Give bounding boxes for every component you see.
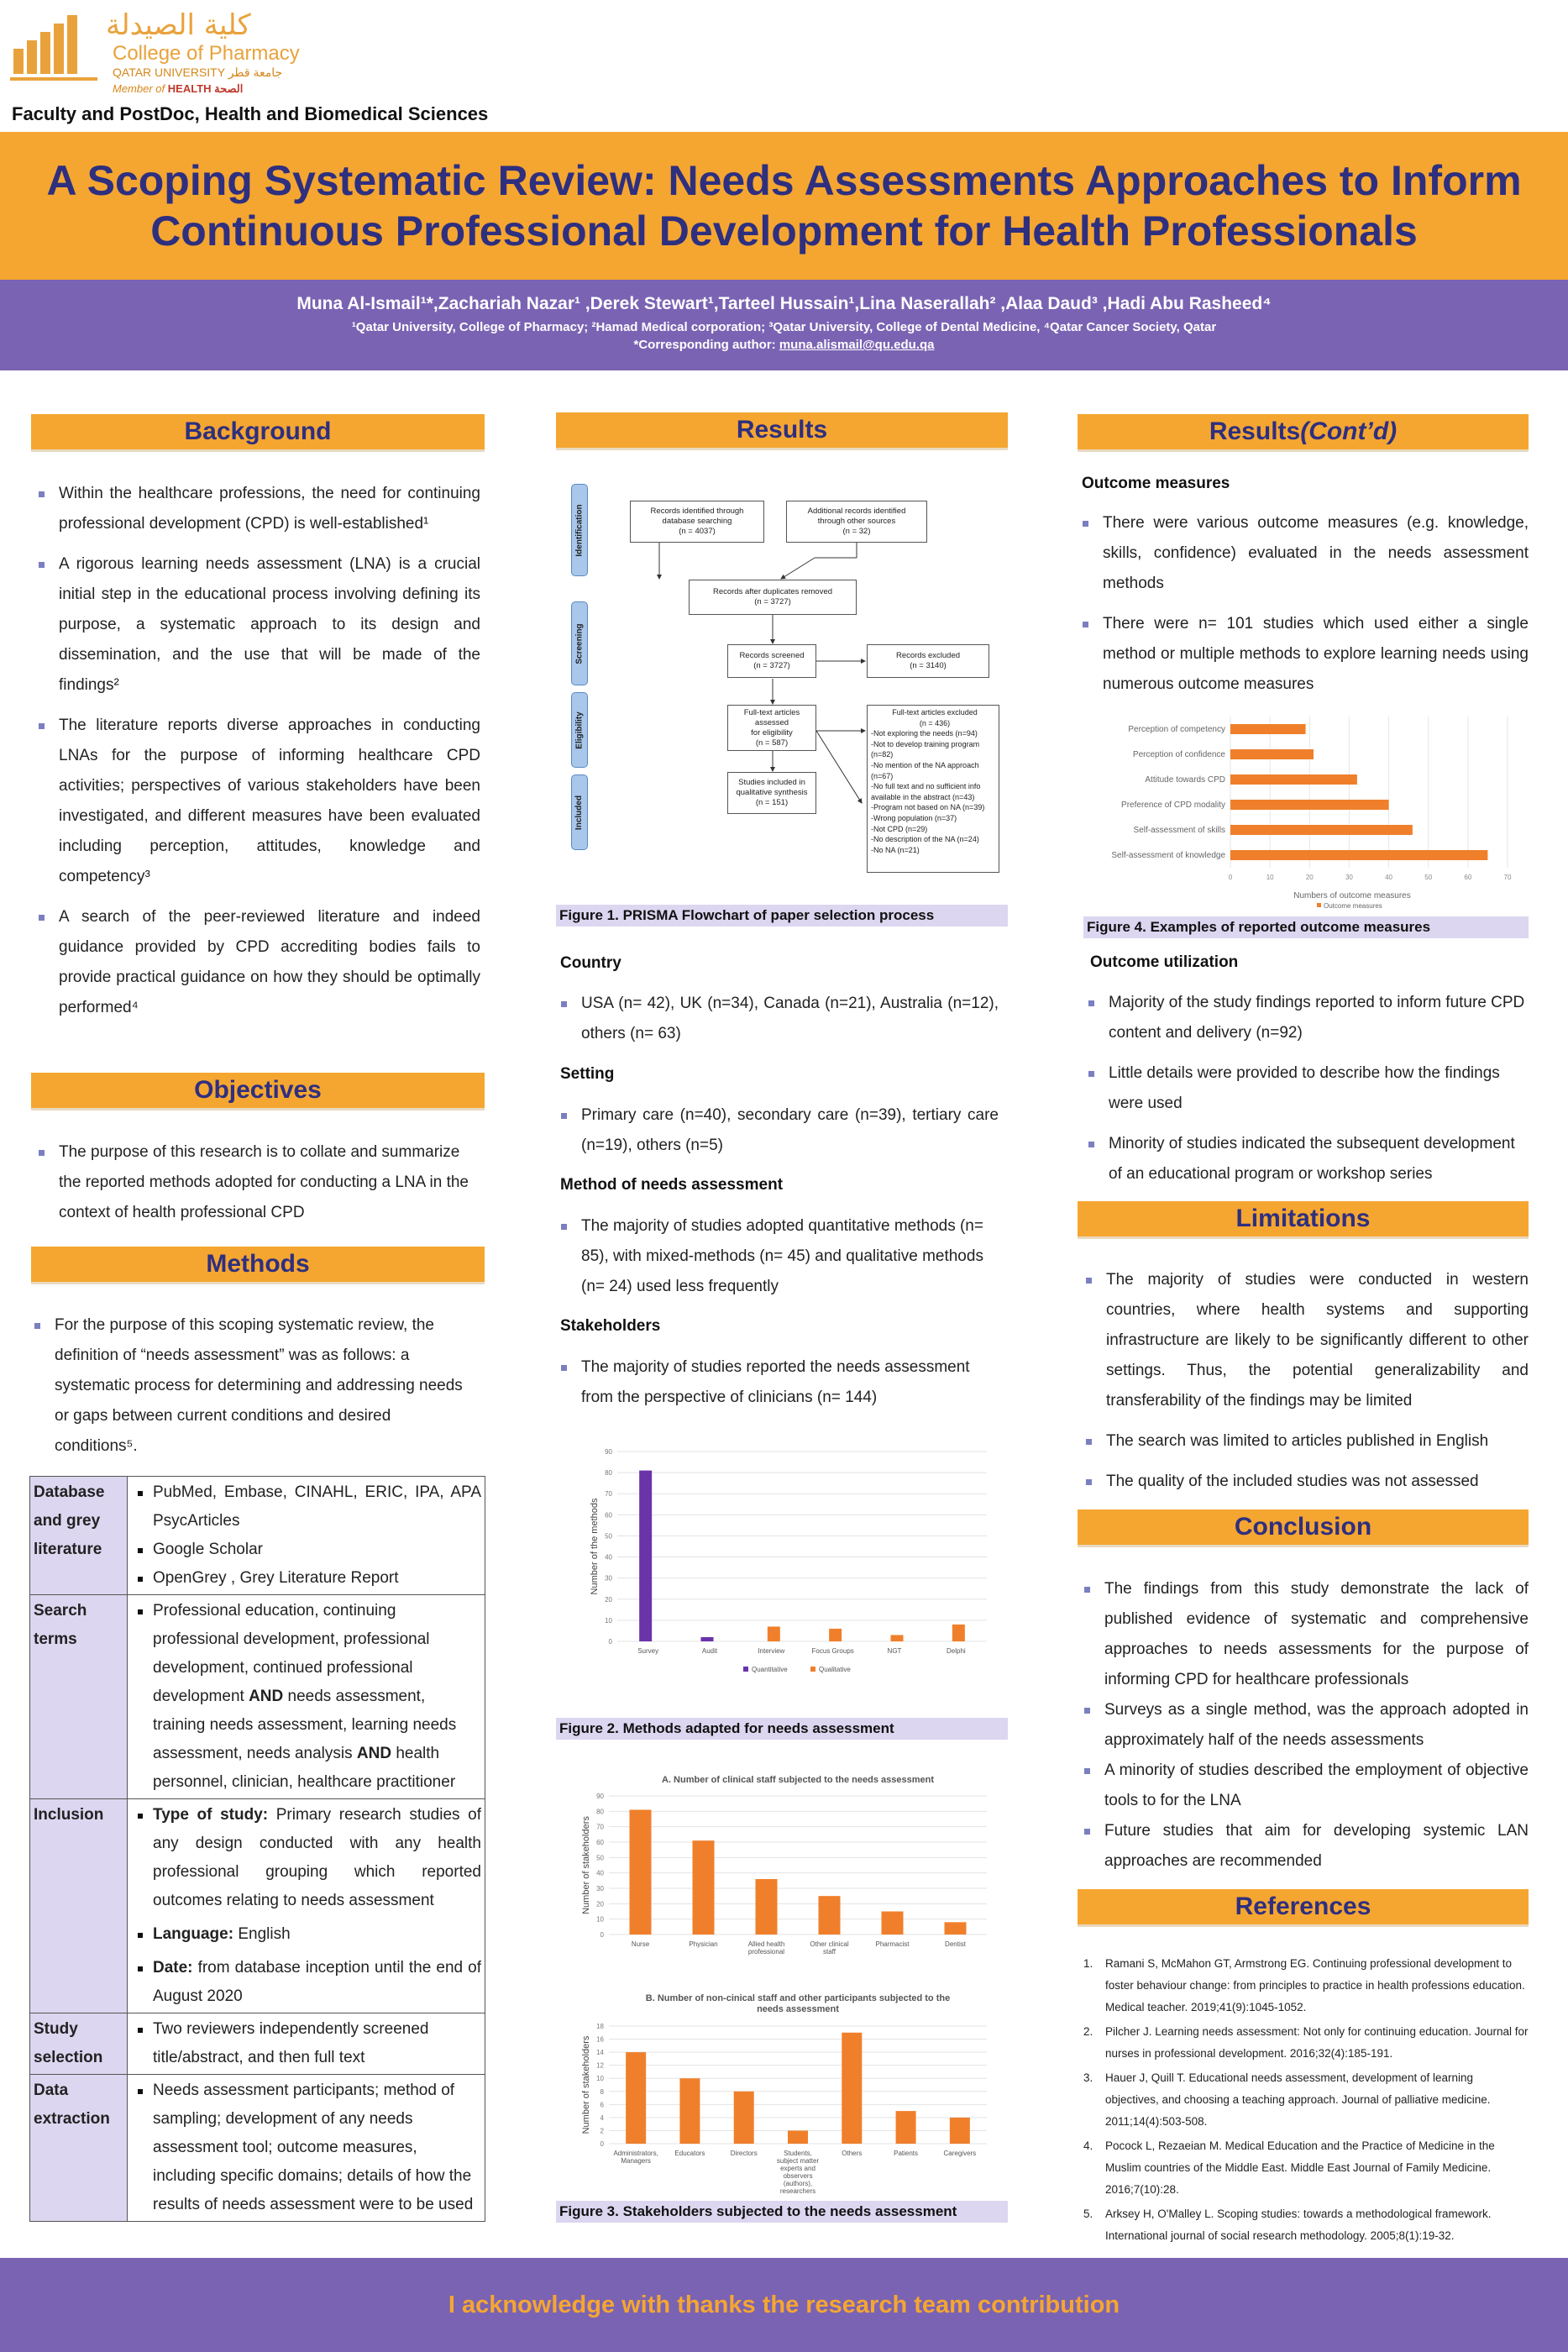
table-bullet: Google Scholar (134, 1536, 481, 1564)
chart-title: A. Number of clinical staff subjected to the needs assessment (662, 1775, 934, 1785)
y-tick-label: 20 (596, 1900, 604, 1908)
legend-label: Qualitative (819, 1666, 851, 1673)
reference-item: 5. Arksey H, O'Malley L. Scoping studies: towards a methodological framework. International journal of social research methodology. 2005;8(1):19-32. (1083, 2208, 1492, 2242)
x-axis-label: Numbers of outcome measures (1293, 891, 1411, 900)
affiliations-line: ¹Qatar University, College of Pharmacy; ²Hamad Medical corporation; ³Qatar University, College of Dental Medicine, ⁴Qatar Cancer Society, Qatar (351, 320, 1217, 334)
college-emblem-icon (7, 12, 101, 82)
background-list (34, 479, 480, 1033)
x-tick-label: 20 (1305, 874, 1314, 881)
x-tick-label: Other clinical (810, 1940, 849, 1948)
country-list (556, 989, 999, 1059)
logo-arabic-text: كلية الصيدلة (106, 8, 251, 42)
country-heading: Country (560, 954, 621, 972)
bar (950, 2118, 970, 2144)
x-tick-label: Educators (674, 2150, 705, 2157)
side-label-screening: Screening (571, 601, 588, 685)
list-item: The literature reports diverse approaches in conducting LNAs for the purpose of informing healthcare CPD activities; perspectives of various stakeholders have been investigated, and different measures have been evaluated including perception, attitudes, knowledge and competency³ (34, 711, 480, 892)
x-tick-label: subject matter (776, 2157, 820, 2165)
x-tick-label: experts and (780, 2165, 815, 2172)
figure3-caption: Figure 3. Stakeholders subjected to the needs assessment (556, 2201, 1008, 2223)
x-tick-label: Survey (637, 1647, 659, 1655)
x-tick-label: Delphi (946, 1647, 966, 1655)
y-axis-label: Number of the methods (590, 1498, 600, 1595)
x-tick-label: 50 (1424, 874, 1433, 881)
logo-member-text: Member of HEALTH الصحة (113, 82, 244, 95)
conclusion-list (1079, 1574, 1529, 1877)
bar (842, 2033, 862, 2144)
list-item: The findings from this study demonstrate the lack of published evidence of systematic and comprehensive approaches to needs assessments for the purpose of informing CPD for healthcare professionals (1079, 1574, 1529, 1695)
side-label-included: Included (571, 774, 588, 850)
legend-label: Quantitative (752, 1666, 788, 1673)
methods-bar-chart (550, 1436, 1008, 1688)
x-tick-label: Focus Groups (811, 1647, 854, 1655)
chart-title: needs assessment (757, 2004, 839, 2014)
outcome-measures-bar-chart (1083, 710, 1529, 911)
y-tick-label: 50 (596, 1854, 604, 1862)
objectives-heading: Objectives (31, 1073, 485, 1110)
prisma-flowchart (571, 484, 1008, 879)
y-tick-label: 70 (605, 1490, 612, 1499)
box-database-records: Records identified through database searching (n = 4037) (630, 501, 764, 543)
bar (1230, 749, 1314, 759)
reference-item: 4. Pocock L, Rezaeian M. Medical Education and the Practice of Medicine in the Muslim countries of the Middle East. Middle East Journal of Family Medicine. 2016;7(10):28. (1083, 2139, 1495, 2196)
bar-qualitative (891, 1635, 904, 1641)
faculty-label: Faculty and PostDoc, Health and Biomedical Sciences (12, 103, 489, 124)
bar-quantitative (701, 1637, 714, 1641)
bar (882, 1912, 904, 1935)
x-tick-label: 70 (1503, 874, 1512, 881)
y-tick-label: Self-assessment of skills (1133, 826, 1225, 835)
y-tick-label: 8 (600, 2087, 604, 2096)
x-tick-label: Others (842, 2150, 863, 2157)
limitations-heading: Limitations (1078, 1201, 1529, 1239)
list-item: Majority of the study findings reported to inform future CPD content and delivery (n=92) (1083, 988, 1529, 1048)
list-item: A search of the peer-reviewed literature and indeed guidance provided by CPD accrediting bodies fails to provide practical guidance on how they should be optimally performed⁴ (34, 902, 480, 1023)
results-cont-heading: Results (Cont’d) (1078, 414, 1529, 452)
bar (788, 2130, 808, 2144)
x-tick-label: 30 (1345, 874, 1353, 881)
bar (945, 1922, 967, 1935)
y-axis-label: Number of stakeholders (581, 2035, 591, 2134)
y-tick-label: 20 (605, 1595, 612, 1604)
y-tick-label: 6 (600, 2101, 604, 2109)
table-label-inclusion: Inclusion (30, 1799, 128, 2013)
bar-qualitative (829, 1629, 842, 1641)
bar-qualitative (952, 1625, 965, 1641)
x-tick-label: Nurse (631, 1940, 650, 1948)
table-row (30, 1799, 485, 2013)
x-tick-label: 0 (1228, 874, 1233, 881)
legend-swatch (810, 1667, 815, 1672)
table-row (30, 1595, 485, 1799)
methods-intro-list (29, 1310, 466, 1472)
table-bullet: Type of study: Primary research studies of any design conducted with any health professional grouping which reported outcomes relating to needs assessment (134, 1801, 481, 1915)
list-item: Surveys as a single method, was the approach adopted in approximately half of the needs assessments (1079, 1695, 1529, 1756)
box-other-records: Additional records identified through other sources (n = 32) (786, 501, 927, 543)
stakeholders-heading: Stakeholders (560, 1317, 661, 1335)
reference-item: 3. Hauer J, Quill T. Educational needs assessment, development of learning objectives, and choosing a teaching approach. Journal of palliative medicine. 2011;14(4):503-508. (1083, 2071, 1491, 2128)
x-tick-label: (authors), (783, 2180, 813, 2187)
x-tick-label: Patients (894, 2150, 919, 2157)
x-tick-label: NGT (887, 1647, 902, 1655)
side-label-eligibility: Eligibility (571, 692, 588, 768)
y-tick-label: 60 (596, 1839, 604, 1846)
x-tick-label: observers (783, 2172, 813, 2180)
y-tick-label: Perception of confidence (1132, 750, 1225, 759)
references-heading: References (1078, 1889, 1529, 1927)
list-item: There were various outcome measures (e.g. knowledge, skills, confidence) evaluated in the needs assessment methods (1078, 508, 1529, 599)
x-tick-label: researchers (779, 2187, 816, 2195)
bar (1230, 774, 1357, 785)
bar-quantitative (639, 1471, 652, 1641)
outcome-utilization-list (1083, 988, 1529, 1200)
figure1-caption: Figure 1. PRISMA Flowchart of paper selection process (556, 905, 1008, 927)
y-tick-label: 4 (600, 2113, 604, 2122)
table-label-database: Database and grey literature (30, 1477, 128, 1595)
box-after-duplicates: Records after duplicates removed (n = 3727) (689, 580, 857, 615)
methods-table (29, 1476, 485, 2222)
list-item: A minority of studies described the employment of objective tools to for the LNA (1079, 1756, 1529, 1816)
y-tick-label: 0 (608, 1638, 612, 1646)
y-tick-label: 90 (596, 1793, 604, 1800)
x-tick-label: Allied health (747, 1940, 785, 1948)
x-tick-label: Administrators, (613, 2150, 658, 2157)
outcome-measures-list (1078, 508, 1529, 710)
y-tick-label: 80 (596, 1808, 604, 1816)
y-tick-label: 90 (605, 1448, 612, 1456)
table-row (30, 1477, 485, 1595)
y-tick-label: 12 (596, 2061, 604, 2070)
x-tick-label: professional (747, 1948, 785, 1956)
table-label-data-extraction: Data extraction (30, 2075, 128, 2222)
bar (1230, 724, 1306, 734)
y-tick-label: 0 (600, 2140, 604, 2148)
method-list (556, 1211, 999, 1312)
y-tick-label: 10 (605, 1616, 612, 1625)
y-tick-label: 10 (596, 2075, 604, 2083)
list-item: Primary care (n=40), secondary care (n=39), tertiary care (n=19), others (n=5) (556, 1100, 999, 1161)
bar (1230, 850, 1487, 860)
y-tick-label: 18 (596, 2023, 604, 2030)
reference-item: 1. Ramani S, McMahon GT, Armstrong EG. Continuing professional development to foster behaviour change: from principles to practice in health professions education. Medical teacher. 2019;41(9):1045-1052. (1083, 1957, 1525, 2013)
x-tick-label: Dentist (945, 1940, 966, 1948)
bar (1230, 825, 1413, 835)
logo-university-text: QATAR UNIVERSITY جامعة قطر (113, 66, 283, 79)
table-row (30, 2075, 485, 2222)
bar (630, 1810, 652, 1935)
y-tick-label: 80 (605, 1469, 612, 1478)
table-bullet: Two reviewers independently screened title/abstract, and then full text (134, 2015, 481, 2072)
logo-english-text: College of Pharmacy (113, 42, 300, 65)
list-item: Minority of studies indicated the subsequent development of an educational program or workshop series (1083, 1129, 1529, 1189)
y-tick-label: Attitude towards CPD (1145, 775, 1225, 785)
bar (626, 2052, 646, 2144)
y-tick-label: 14 (596, 2049, 604, 2057)
box-records-excluded: Records excluded (n = 3140) (867, 644, 989, 678)
corresponding-author: *Corresponding author: muna.alismail@qu.edu.qa (633, 338, 935, 352)
bar (693, 1840, 715, 1935)
poster-title: A Scoping Systematic Review: Needs Assessments Approaches to Inform Continuous Professional Development for Health Professionals (46, 157, 1522, 255)
x-tick-label: Caregivers (943, 2150, 977, 2157)
list-item: The majority of studies reported the needs assessment from the perspective of clinicians (n= 144) (556, 1352, 999, 1413)
bar (819, 1896, 841, 1935)
y-tick-label: 40 (605, 1553, 612, 1562)
corresponding-email-link[interactable]: muna.alismail@qu.edu.qa (779, 338, 935, 352)
y-tick-label: Perception of competency (1128, 725, 1225, 734)
limitations-list (1081, 1265, 1529, 1507)
reference-item: 2. Pilcher J. Learning needs assessment: Not only for continuing education. Journal for nurses in professional development. 2016;32(4):185-191. (1083, 2025, 1529, 2060)
method-heading: Method of needs assessment (560, 1176, 784, 1194)
bar-qualitative (768, 1626, 780, 1641)
list-item: The purpose of this research is to collate and summarize the reported methods adopted for conducting a LNA in the context of health professional CPD (34, 1137, 480, 1228)
nonclinical-staff-bar-chart (550, 1991, 1008, 2205)
background-heading: Background (31, 414, 485, 452)
objectives-list (34, 1137, 480, 1238)
list-item: A rigorous learning needs assessment (LNA) is a crucial initial step in the educational process involving defining its purpose, a systematic approach to its design and dissemination, and the use that will be made of the findings² (34, 549, 480, 701)
outcome-utilization-heading: Outcome utilization (1090, 953, 1239, 971)
authors-line: Muna Al-Ismail¹*,Zachariah Nazar¹ ,Derek Stewart¹,Tarteel Hussain¹,Lina Naserallah² ,Alaa Daud³ ,Hadi Abu Rasheed⁴ (296, 294, 1272, 313)
table-label-study-selection: Study selection (30, 2013, 128, 2075)
chart-title: B. Number of non-cinical staff and other participants subjected to the (645, 1993, 951, 2003)
x-tick-label: Physician (689, 1940, 718, 1948)
y-tick-label: Self-assessment of knowledge (1111, 851, 1225, 860)
x-tick-label: 60 (1464, 874, 1472, 881)
x-tick-label: Students, (784, 2150, 812, 2157)
list-item: The majority of studies were conducted in western countries, where health systems and supporting infrastructure are likely to be significantly different to other settings. Thus, the potential generalizability and transferability of the findings may be limited (1081, 1265, 1529, 1416)
table-bullet: Language: English (134, 1920, 481, 1949)
setting-heading: Setting (560, 1065, 615, 1083)
conclusion-heading: Conclusion (1078, 1509, 1529, 1547)
list-item: For the purpose of this scoping systematic review, the definition of “needs assessment” was as follows: a systematic process for determining and addressing needs or gaps between current conditions and desired conditions⁵. (29, 1310, 466, 1462)
setting-list (556, 1100, 999, 1171)
table-bullet: Professional education, continuing professional development, professional development, continued professional development AND needs assessment, training needs assessment, learning needs assessment, needs analysis AND health personnel, clinician, healthcare practitioner (134, 1597, 481, 1797)
table-bullet: OpenGrey , Grey Literature Report (134, 1564, 481, 1593)
list-item: Within the healthcare professions, the need for continuing professional development (CPD) is well-established¹ (34, 479, 480, 539)
bar (734, 2092, 754, 2144)
legend-label: Outcome measures (1324, 902, 1382, 910)
x-tick-label: Pharmacist (875, 1940, 910, 1948)
x-tick-label: 40 (1385, 874, 1393, 881)
box-fulltext-excluded: Full-text articles excluded (n = 436) -Not exploring the needs (n=94) -Not to develop training program (n=82) -No mention of the NA approach (n=67) -No full text and no sufficient info available in the abstract (n=43) -Program not based on NA (n=39) -Wrong population (n=37) -Not CPD (n=29) -No description of the NA (n=24) -No NA (n=21) (867, 705, 999, 873)
college-logo (7, 5, 326, 99)
box-studies-included: Studies included in qualitative synthesis (n = 151) (727, 772, 816, 814)
author-banner (0, 280, 1568, 370)
y-tick-label: Preference of CPD modality (1121, 801, 1225, 810)
list-item: USA (n= 42), UK (n=34), Canada (n=21), Australia (n=12), others (n= 63) (556, 989, 999, 1049)
acknowledgement-text: I acknowledge with thanks the research team contribution (448, 2291, 1120, 2318)
y-tick-label: 60 (605, 1511, 612, 1520)
acknowledgement-footer (0, 2258, 1568, 2352)
y-tick-label: 50 (605, 1532, 612, 1541)
results-heading: Results (556, 412, 1008, 450)
x-tick-label: Interview (758, 1647, 785, 1655)
y-tick-label: 10 (596, 1915, 604, 1924)
bar (679, 2078, 700, 2144)
stakeholders-list (556, 1352, 999, 1423)
y-tick-label: 70 (596, 1823, 604, 1831)
box-records-screened: Records screened (n = 3727) (727, 644, 816, 678)
list-item: Little details were provided to describe how the findings were used (1083, 1058, 1529, 1119)
bar (896, 2111, 916, 2144)
table-bullet: PubMed, Embase, CINAHL, ERIC, IPA, APA PsycArticles (134, 1478, 481, 1536)
side-label-identification: Identification (571, 484, 588, 576)
outcome-measures-heading: Outcome measures (1082, 475, 1230, 492)
table-bullet: Date: from database inception until the end of August 2020 (134, 1954, 481, 2011)
title-banner (0, 132, 1568, 280)
y-tick-label: 30 (605, 1574, 612, 1583)
y-tick-label: 40 (596, 1869, 604, 1877)
legend-swatch (1317, 903, 1321, 907)
y-tick-label: 2 (600, 2127, 604, 2135)
list-item: There were n= 101 studies which used either a single method or multiple methods to explore learning needs using numerous outcome measures (1078, 609, 1529, 700)
list-item: The search was limited to articles published in English (1081, 1426, 1529, 1457)
table-label-search: Search terms (30, 1595, 128, 1799)
bar (756, 1879, 778, 1935)
table-bullet: Needs assessment participants; method of sampling; development of any needs assessment tool; outcome measures, including specific domains; details of how the results of needs assessment were to be used (134, 2076, 481, 2219)
y-tick-label: 16 (596, 2035, 604, 2044)
figure4-caption: Figure 4. Examples of reported outcome measures (1083, 916, 1529, 938)
figure2-caption: Figure 2. Methods adapted for needs assessment (556, 1718, 1008, 1740)
list-item: The majority of studies adopted quantitative methods (n= 85), with mixed-methods (n= 45) and qualitative methods (n= 24) used less frequently (556, 1211, 999, 1302)
x-tick-label: Audit (701, 1647, 718, 1655)
y-tick-label: 30 (596, 1885, 604, 1893)
y-tick-label: 0 (600, 1931, 604, 1939)
bar (1230, 800, 1389, 810)
x-tick-label: staff (823, 1948, 836, 1956)
list-item: Future studies that aim for developing systemic LAN approaches are recommended (1079, 1816, 1529, 1877)
methods-heading: Methods (31, 1247, 485, 1284)
references-list (1083, 1953, 1529, 2250)
box-fulltext-assessed: Full-text articles assessed for eligibility (n = 587) (727, 705, 816, 751)
y-axis-label: Number of stakeholders (581, 1816, 591, 1914)
x-tick-label: Directors (730, 2150, 758, 2157)
x-tick-label: Managers (621, 2157, 651, 2165)
table-row (30, 2013, 485, 2075)
x-tick-label: 10 (1266, 874, 1274, 881)
legend-swatch (743, 1667, 748, 1672)
clinical-staff-bar-chart (550, 1771, 1008, 1968)
list-item: The quality of the included studies was not assessed (1081, 1467, 1529, 1497)
